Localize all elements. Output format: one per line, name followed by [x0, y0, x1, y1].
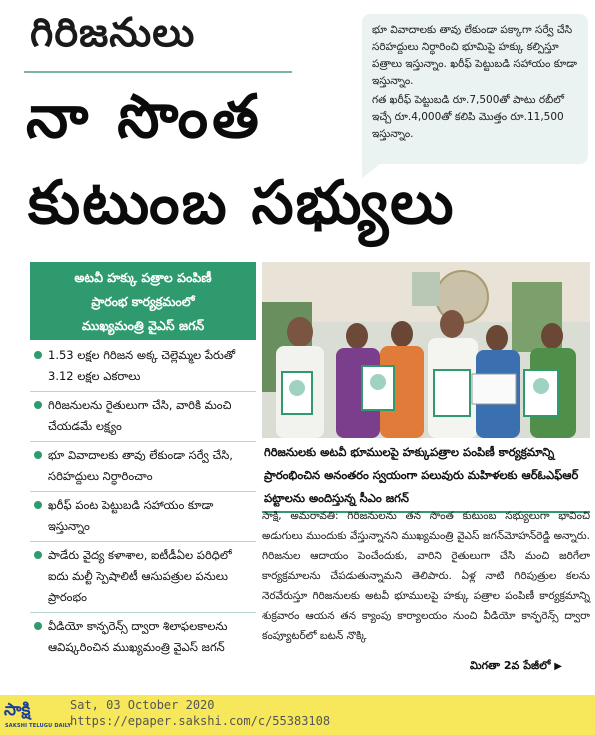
footer-date: Sat, 03 October 2020 [70, 698, 215, 712]
bullet-dot-icon [34, 351, 42, 359]
bullet-dot-icon [34, 622, 42, 630]
footer-url[interactable]: https://epaper.sakshi.com/c/55383108 [70, 714, 331, 728]
sakshi-logo [4, 700, 72, 732]
logo-wordmark: సాక్షి [4, 700, 31, 720]
headline-line-2: కుటుంబ సభ్యులు [28, 168, 456, 238]
headline-line-1: నా సొంత [26, 82, 263, 152]
bullet-item [30, 342, 256, 392]
bullet-text: 1.53 లక్షల గిరిజన అక్క చెల్లెమ్మల పేరుతో 3.12 లక్షల ఎకరాలు [48, 348, 236, 383]
banner-line-1: అటవీ హక్కు పత్రాల పంపిణీ [74, 270, 212, 285]
continued-text: మిగతా 2వ పేజీలో [470, 659, 551, 672]
bullet-text: ఖరీఫ్ పంట పెట్టుబడి సహాయం కూడా ఇస్తున్నాం [48, 498, 214, 533]
banner-line-2: ప్రారంభ కార్యక్రమంలో [91, 294, 195, 309]
bullet-text: భూ వివాదాలకు తావు లేకుండా సర్వే చేసి, సరిహద్దులు నిర్ధారించాం [48, 448, 233, 483]
bullet-item [30, 392, 256, 442]
bullet-text: వీడియో కాన్ఫరెన్స్ ద్వారా శిలాఫలకాలను ఆవిష్కరించిన ముఖ్యమంత్రి వైఎస్ జగన్ [48, 619, 228, 654]
news-photo [262, 262, 590, 438]
bullet-item [30, 492, 256, 542]
headline-kicker: గిరిజనులు [30, 10, 196, 56]
bullet-item [30, 442, 256, 492]
bullet-dot-icon [34, 551, 42, 559]
logo-subtitle: SAKSHI TELUGU DAILY [5, 723, 72, 729]
kicker-rule [24, 71, 292, 73]
quote-paragraph-1: భూ వివాదాలకు తావు లేకుండా పక్కాగా సర్వే చేసి సరిహద్దులు నిర్ధారించి భూమిపై హక్కు కల్పిస్తూ పత్రాలు ఇస్తున్నాం. ఖరీఫ్ పెట్టుబడి సహాయం కూడా ఇస్తున్నాం. [372, 24, 577, 87]
bullet-list [30, 342, 256, 662]
photo-illustration [262, 262, 590, 438]
quote-box [362, 14, 588, 164]
article-body: సాక్షి, అమరావతి: గిరిజనులను తన సొంత కుటుంబ సభ్యులుగా భావించి అడుగులు ముందుకు వేస్తున్నానని ముఖ్యమంత్రి వైఎస్‌ జగన్‌మోహన్‌రెడ్డి అన్నారు. గిరిజనుల ఆదాయం పెంచేందుకు, వారిని రైతులుగా చేసి మంచి జరిగేలా కార్యక్రమాలను చేపడుతున్నామని తెలిపారు. ఏళ్ల నాటి గిరిపుత్రుల కలను నెరవేరుస్తూ గిరిజనులకు అటవీ భూములపై హక్కు పత్రాల పంపిణీ కార్యక్రమాన్ని శుక్రవారం ఆయన తన క్యాంపు కార్యాలయం నుంచి వీడియో కాన్ఫరెన్స్‌ ద్వారా కంప్యూటర్‌లో బటన్‌ నొక్కి [262, 510, 590, 642]
bullet-text: గిరిజనులను రైతులుగా చేసి, వారికి మంచి చేయడమే లక్ష్యం [48, 398, 232, 433]
bullet-dot-icon [34, 401, 42, 409]
quote-paragraph-2: గత ఖరీఫ్ పెట్టుబడి రూ.7,500తో పాటు రబీలో ఇచ్చే రూ.4,000తో కలిపి మొత్తం రూ.11,500 ఇస్తున్నాం. [372, 94, 565, 140]
highlight-banner [30, 262, 256, 340]
footer-bar [0, 695, 595, 735]
quote-tail [362, 164, 380, 178]
bullet-dot-icon [34, 451, 42, 459]
bullet-item [30, 542, 256, 613]
bullet-text: పాడేరు వైద్య కళాశాల, ఐటీడీఏల పరిధిలో ఐదు మల్టీ స్పెషాలిటీ ఆసుపత్రుల పనులు ప్రారంభం [48, 548, 232, 604]
photo-caption: గిరిజనులకు అటవీ భూములపై హక్కుపత్రాల పంపిణీ కార్యక్రమాన్ని ప్రారంభించిన అనంతరం స్వయంగా పలువురు మహిళలకు ఆర్‌ఓఎఫ్‌ఆర్‌ పట్టాలను అందిస్తున్న సీఎం జగన్‌ [262, 440, 590, 513]
bullet-item [30, 613, 256, 662]
continued-link[interactable] [470, 659, 562, 675]
bullet-dot-icon [34, 501, 42, 509]
banner-line-3: ముఖ్యమంత్రి వైఎస్‌ జగన్‌ [81, 318, 205, 333]
arrow-right-icon: ▶ [554, 661, 562, 672]
